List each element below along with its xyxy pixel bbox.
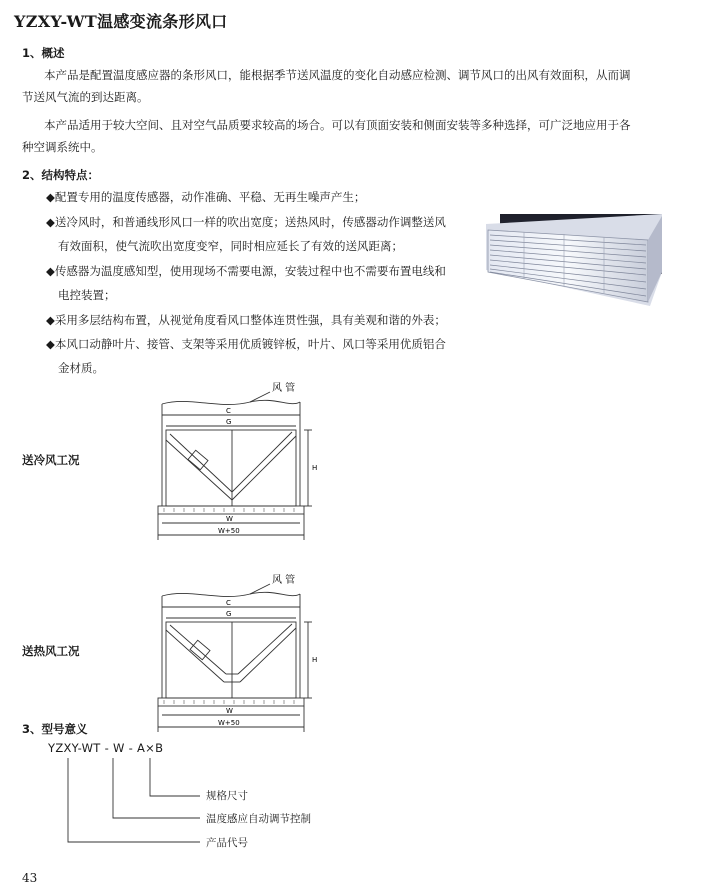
dim-w-hot: W [226, 707, 233, 715]
overview-p2-line1: 本产品适用于较大空间、且对空气品质要求较高的场合。可以有顶面安装和侧面安装等多种选择，可广泛地应用于各 [44, 118, 631, 132]
overview-heading: 1、概述 [22, 46, 65, 60]
legend-product-code: 产品代号 [206, 837, 248, 849]
model-code: YZXY-WT - W - A×B [48, 741, 164, 755]
dim-g-cold: G [226, 418, 232, 426]
feature-bullet-2-cont: 有效面积，使气流吹出宽度变窄，同时相应延长了有效的送风距离； [58, 239, 403, 253]
page-title: YZXY-WT温感变流条形风口 [14, 12, 228, 31]
feature-bullet-1: ◆配置专用的温度传感器，动作准确、平稳、无再生噪声产生； [46, 190, 366, 204]
dim-h-hot: H [312, 656, 318, 664]
dim-c-hot: C [226, 599, 231, 607]
dim-g-hot: G [226, 610, 232, 618]
duct-label-cold: 风 管 [272, 383, 296, 394]
model-heading: 3、型号意义 [22, 722, 88, 736]
feature-bullet-3-cont: 电控装置； [58, 288, 116, 302]
hot-air-diagram [140, 570, 340, 740]
feature-bullet-5: ◆本风口动静叶片、接管、支架等采用优质镀锌板，叶片、风口等采用优质铝合 [46, 337, 446, 351]
feature-bullet-4: ◆采用多层结构布置，从视觉角度看风口整体连贯性强，具有美观和谐的外表； [46, 313, 446, 327]
legend-size: 规格尺寸 [206, 790, 248, 802]
dim-h-cold: H [312, 464, 318, 472]
cold-air-label: 送冷风工况 [22, 453, 80, 467]
dim-w-cold: W [226, 515, 233, 523]
model-legend-lines [60, 756, 220, 852]
feature-bullet-2: ◆送冷风时，和普通线形风口一样的吹出宽度；送热风时，传感器动作调整送风 [46, 215, 446, 229]
dim-w50-hot: W+50 [218, 719, 240, 727]
dim-w50-cold: W+50 [218, 527, 240, 535]
overview-p2-line2: 种空调系统中。 [22, 140, 103, 154]
overview-p1-line1: 本产品是配置温度感应器的条形风口，能根据季节送风温度的变化自动感应检测、调节风口的出风有效面积，从而调 [44, 68, 631, 82]
product-photo [484, 210, 664, 310]
overview-p1-line2: 节送风气流的到达距离。 [22, 90, 149, 104]
hot-air-label: 送热风工况 [22, 644, 80, 658]
features-heading: 2、结构特点： [22, 168, 100, 182]
legend-temp-control: 温度感应自动调节控制 [206, 813, 311, 825]
cold-air-diagram [140, 378, 340, 548]
feature-bullet-5-cont: 金材质。 [58, 361, 104, 375]
dim-c-cold: C [226, 407, 231, 415]
feature-bullet-3: ◆传感器为温度感知型，使用现场不需要电源，安装过程中也不需要布置电线和 [46, 264, 446, 278]
duct-label-hot: 风 管 [272, 575, 296, 586]
page-number: 43 [22, 871, 38, 885]
